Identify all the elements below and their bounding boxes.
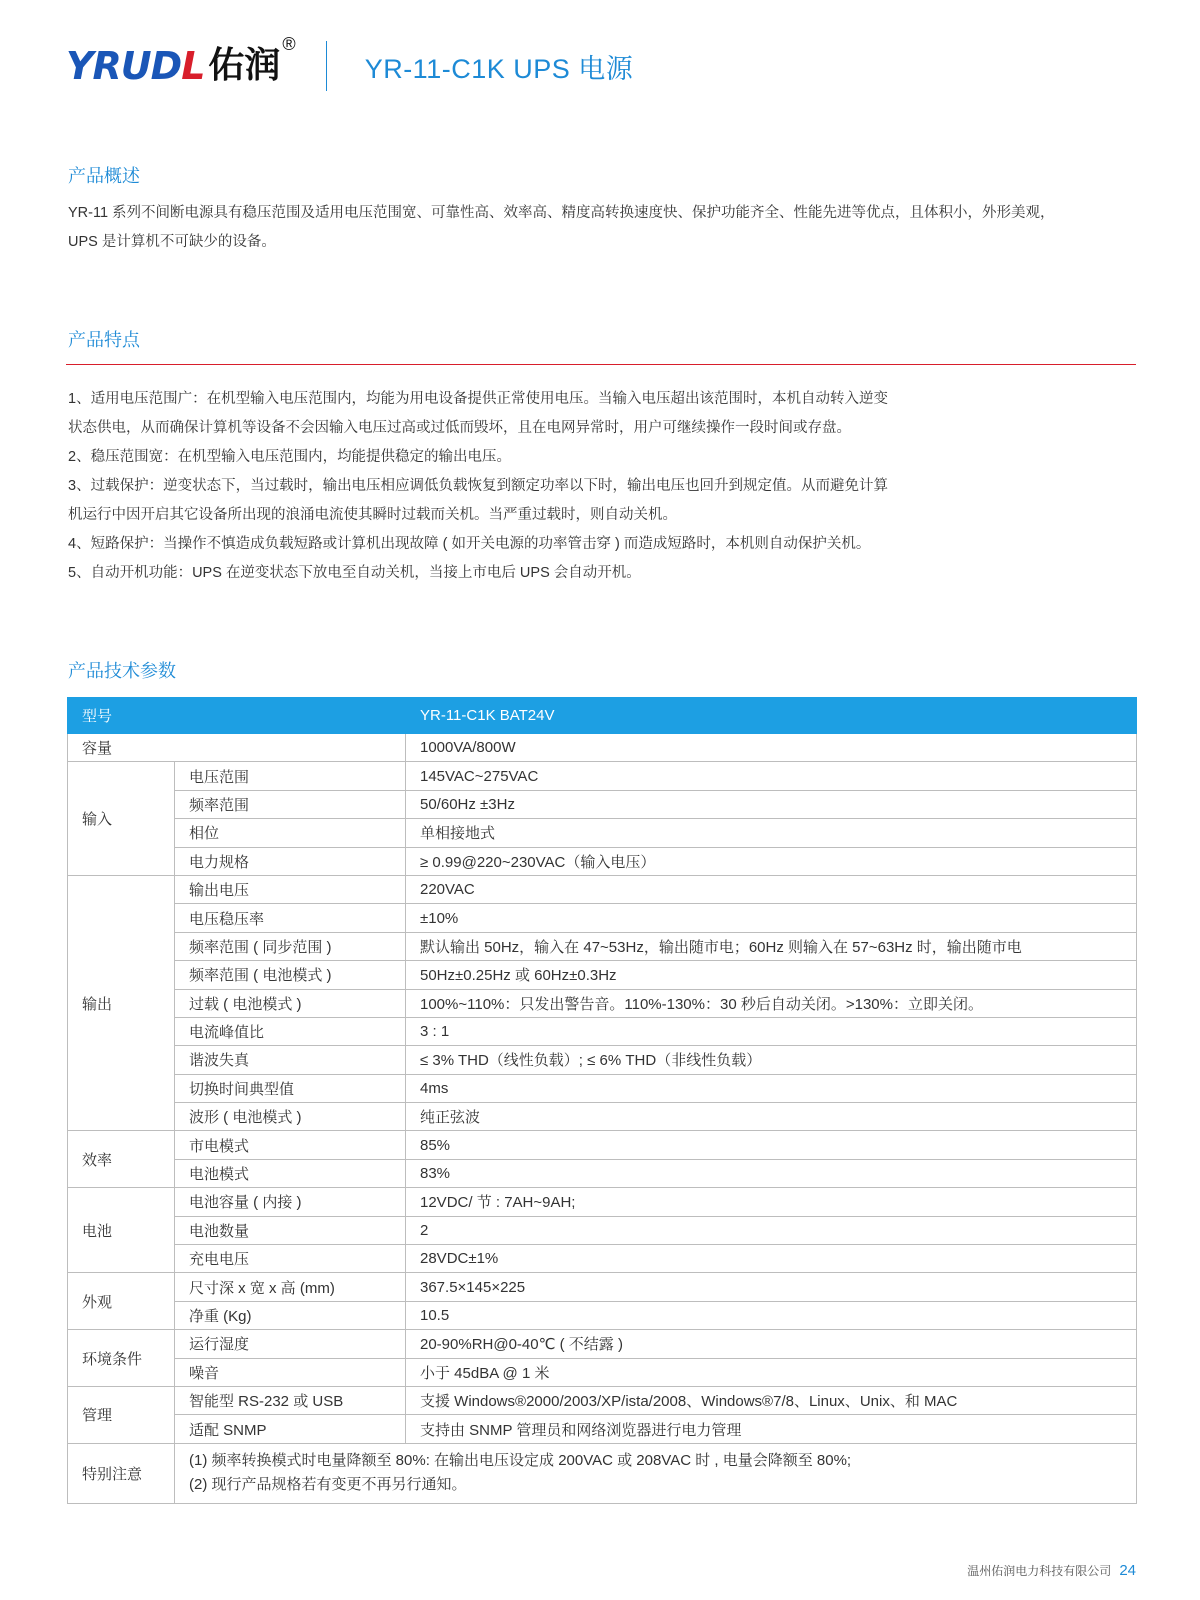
feature-line: 机运行中因开启其它设备所出现的浪涌电流使其瞬时过载而关机。当严重过载时，则自动关机。 [68,507,677,523]
table-row [68,1386,1137,1414]
spec-item: 运行湿度 [175,1330,406,1358]
spec-value: 支援 Windows®2000/2003/XP/ista/2008、Windows®7/8、Linux、Unix、和 MAC [406,1386,1137,1414]
spec-item: 频率范围 ( 电池模式 ) [175,961,406,989]
table-row [68,1046,1137,1074]
feature-line: 5、自动开机功能：UPS 在逆变状态下放电至自动关机，当接上市电后 UPS 会自动开机。 [68,565,641,581]
spec-item: 波形 ( 电池模式 ) [175,1103,406,1131]
table-row [68,875,1137,903]
spec-item: 尺寸深 x 宽 x 高 (mm) [175,1273,406,1301]
capacity-value: 1000VA/800W [406,734,1137,762]
spec-item: 电池数量 [175,1216,406,1244]
spec-item: 电池容量 ( 内接 ) [175,1188,406,1216]
spec-item: 切换时间典型值 [175,1074,406,1102]
notes-row [68,1443,1137,1503]
table-row [68,1415,1137,1443]
table-row [68,1017,1137,1045]
model-label: 型号 [68,698,406,734]
spec-item: 适配 SNMP [175,1415,406,1443]
table-row [68,904,1137,932]
overview-text [68,199,1055,257]
spec-table [67,697,1137,1504]
table-row [68,932,1137,960]
features-list [68,385,888,588]
table-row [68,1159,1137,1187]
feature-line: 1、适用电压范围广：在机型输入电压范围内，均能为用电设备提供正常使用电压。当输入电压超出该范围时，本机自动转入逆变 [68,391,889,407]
spec-value: ≥ 0.99@220~230VAC（输入电压） [406,847,1137,875]
spec-category: 输出 [68,875,175,1131]
spec-value: 367.5×145×225 [406,1273,1137,1301]
page-number: 24 [1119,1562,1136,1579]
brand-logo-cn: 佑润 [208,45,281,86]
spec-item: 相位 [175,819,406,847]
spec-value: 纯正弦波 [406,1103,1137,1131]
table-row [68,961,1137,989]
spec-item: 频率范围 [175,790,406,818]
spec-item: 电池模式 [175,1159,406,1187]
table-row [68,734,1137,762]
spec-category: 电池 [68,1188,175,1273]
spec-value: 2 [406,1216,1137,1244]
feature-line: 状态供电，从而确保计算机等设备不会因输入电压过高或过低而毁坏，且在电网异常时，用户可继续操作一段时间或存盘。 [68,420,851,436]
model-value: YR-11-C1K BAT24V [406,698,1137,734]
table-row [68,819,1137,847]
spec-value: 20-90%RH@0-40℃ ( 不结露 ) [406,1330,1137,1358]
spec-value: 3 : 1 [406,1017,1137,1045]
feature-line: 3、过载保护：逆变状态下，当过载时，输出电压相应调低负载恢复到额定功率以下时，输出电压也回升到规定值。从而避免计算 [68,478,889,494]
product-title: YR-11-C1K UPS 电源 [364,53,634,84]
spec-category: 输入 [68,762,175,876]
spec-category: 管理 [68,1386,175,1443]
spec-value: 100%~110%：只发出警告音。110%-130%：30 秒后自动关闭。>130%：立即关闭。 [406,989,1137,1017]
spec-item: 电流峰值比 [175,1017,406,1045]
spec-item: 充电电压 [175,1245,406,1273]
spec-value: 默认输出 50Hz，输入在 47~53Hz，输出随市电；60Hz 则输入在 57~63Hz 时，输出随市电 [406,932,1137,960]
notes-value [175,1443,1137,1503]
table-header-row [68,698,1137,734]
table-row [68,1131,1137,1159]
spec-value: 12VDC/ 节 : 7AH~9AH; [406,1188,1137,1216]
feature-line: 2、稳压范围宽：在机型输入电压范围内，均能提供稳定的输出电压。 [68,449,512,465]
header-divider [326,41,327,91]
table-row [68,1188,1137,1216]
table-row [68,1245,1137,1273]
table-row [68,790,1137,818]
spec-value: 220VAC [406,875,1137,903]
table-row [68,1074,1137,1102]
overview-line: YR-11 系列不间断电源具有稳压范围及适用电压范围宽、可靠性高、效率高、精度高转换速度快、保护功能齐全、性能先进等优点，且体积小，外形美观， [68,205,1055,221]
capacity-label: 容量 [68,734,406,762]
spec-value: 支持由 SNMP 管理员和网络浏览器进行电力管理 [406,1415,1137,1443]
page-header [66,34,634,94]
table-row [68,1273,1137,1301]
spec-item: 电压范围 [175,762,406,790]
spec-item: 净重 (Kg) [175,1301,406,1329]
spec-item: 市电模式 [175,1131,406,1159]
spec-value: ±10% [406,904,1137,932]
spec-item: 频率范围 ( 同步范围 ) [175,932,406,960]
table-row [68,1103,1137,1131]
notes-label: 特别注意 [68,1443,175,1503]
table-row [68,762,1137,790]
table-row [68,1330,1137,1358]
table-row [68,847,1137,875]
spec-value: 4ms [406,1074,1137,1102]
registered-mark: ® [282,34,296,54]
spec-value: 50Hz±0.25Hz 或 60Hz±0.3Hz [406,961,1137,989]
spec-value: 85% [406,1131,1137,1159]
spec-value: 单相接地式 [406,819,1137,847]
spec-value: 28VDC±1% [406,1245,1137,1273]
spec-value: 50/60Hz ±3Hz [406,790,1137,818]
spec-value: 83% [406,1159,1137,1187]
table-row [68,1301,1137,1329]
spec-item: 噪音 [175,1358,406,1386]
spec-category: 环境条件 [68,1330,175,1387]
table-row [68,989,1137,1017]
spec-category: 效率 [68,1131,175,1188]
overview-line: UPS 是计算机不可缺少的设备。 [68,234,276,250]
spec-item: 谐波失真 [175,1046,406,1074]
table-row [68,1216,1137,1244]
page-footer [967,1562,1136,1579]
spec-item: 输出电压 [175,875,406,903]
spec-item: 电力规格 [175,847,406,875]
overview-title: 产品概述 [68,166,140,186]
spec-value: 10.5 [406,1301,1137,1329]
spec-item: 智能型 RS-232 或 USB [175,1386,406,1414]
note-line: (1) 频率转换模式时电量降额至 80%: 在输出电压设定成 200VAC 或 208VAC 时 , 电量会降额至 80%; [189,1452,852,1470]
spec-item: 过载 ( 电池模式 ) [175,989,406,1017]
spec-item: 电压稳压率 [175,904,406,932]
spec-value: 145VAC~275VAC [406,762,1137,790]
features-title: 产品特点 [68,330,140,350]
specs-title: 产品技术参数 [68,661,176,681]
spec-value: 小于 45dBA @ 1 米 [406,1358,1137,1386]
spec-value: ≤ 3% THD（线性负载）; ≤ 6% THD（非线性负载） [406,1046,1137,1074]
note-line: (2) 现行产品规格若有变更不再另行通知。 [189,1476,467,1494]
company-name: 温州佑润电力科技有限公司 [967,1564,1112,1578]
brand-logo-en: YRUDL [66,44,205,88]
feature-line: 4、短路保护：当操作不慎造成负载短路或计算机出现故障 ( 如开关电源的功率管击穿 ) 而造成短路时，本机则自动保护关机。 [68,536,871,552]
section-divider [66,364,1136,365]
spec-category: 外观 [68,1273,175,1330]
table-row [68,1358,1137,1386]
